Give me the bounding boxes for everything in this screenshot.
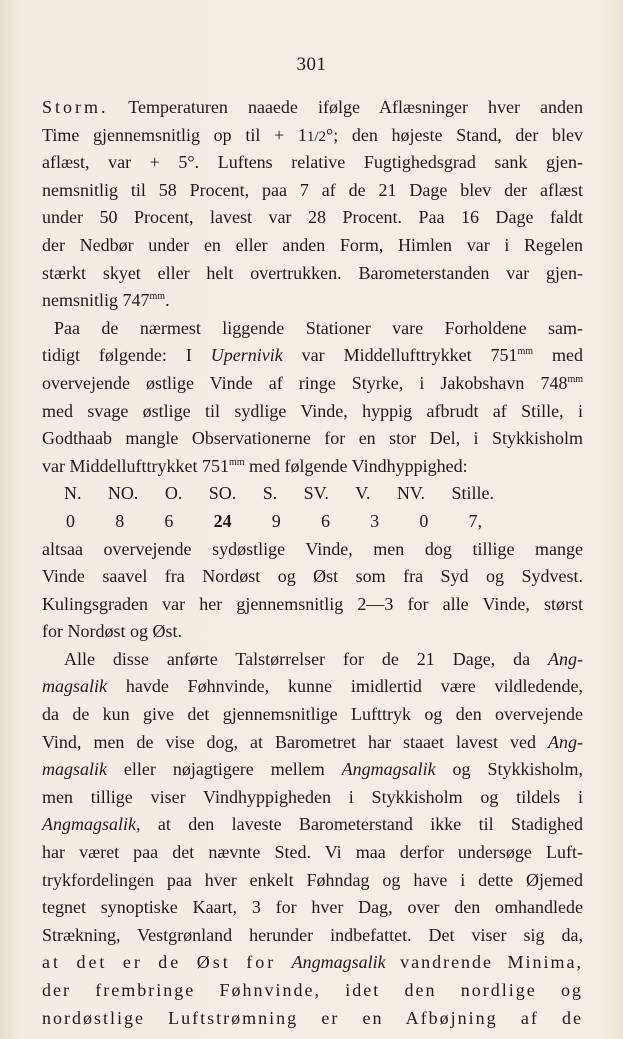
wind-count: 7,	[468, 510, 482, 531]
p4-line-3: da de kun give det gjennemsnitlige Lufttryk og den overvejende	[42, 704, 583, 725]
wind-dir: S.	[262, 483, 278, 504]
p1-line-7: stærkt skyet eller helt overtrukken. Barometerstanden var gjen-	[42, 262, 583, 283]
p2-line-5: Godthaab mangle Observationerne for en stor Del, i Stykkisholm	[42, 428, 583, 449]
p4-line-11: Strækning, Vestgrønland herunder indbefattet. Det viser sig da,	[42, 924, 583, 945]
p4-line-6: men tillige viser Vindhyppigheden i Stykkisholm og tildels i	[42, 786, 583, 807]
wind-count: 0	[66, 510, 75, 531]
p2-line-3: overvejende østlige Vinde af ringe Styrke, i Jakobshavn $748^{mm}$	[42, 372, 583, 393]
p4-line-1: Alle disse anførte Talstørrelser for de 21 Dage, da Ang-	[64, 648, 583, 669]
p1-line-4: nemsnitlig til 58 Procent, paa 7 af de 21 Dage blev der aflæst	[42, 179, 583, 200]
p1-line-2: Time gjennemsnitlig op til + 11/2°; den højeste Stand, der blev	[42, 124, 584, 145]
p4-line-13: der frembringe Føhnvinde, idet den nordlige og	[42, 980, 583, 1000]
p2-line-6: var Middellufttrykket $751^{mm}$ med følgende Vindhyppighed:	[42, 455, 468, 476]
p4-line-8: har været paa det nævnte Sted. Vi maa derfor undersøge Luft-	[42, 842, 583, 863]
wind-dir: Stille.	[451, 483, 494, 504]
wind-direction-row	[64, 480, 494, 508]
p1-line-3: aflæst, var + 5°. Luftens relative Fugtighedsgrad sank gjen-	[42, 152, 583, 173]
p2-line-1: Paa de nærmest liggende Stationer vare Forholdene sam-	[54, 317, 583, 338]
p1-line-8: nemsnitlig $747^{mm}$.	[42, 290, 170, 311]
p4-line-10: tegnet synoptiske Kaart, 3 for hver Dag, over den omhandlede	[42, 897, 583, 918]
wind-count: 6	[320, 510, 330, 531]
wind-dir: NO.	[107, 483, 139, 504]
wind-dir: V.	[355, 483, 371, 504]
wind-dir: SO.	[208, 483, 237, 504]
p4-line-14: nordøstlige Luftstrømning er en Afbøjning af de	[42, 1007, 583, 1028]
p4-line-4: Vind, men de vise dog, at Barometret har staaet lavest ved Ang-	[42, 731, 583, 752]
p3-line-4: for Nordøst og Øst.	[42, 621, 182, 642]
p1-line-1: Storm. Temperaturen naaede ifølge Aflæsninger hver anden	[42, 97, 583, 117]
p4-line-2: magsalik havde Føhnvinde, kunne imidlertid være vildledende,	[42, 676, 583, 697]
wind-count: 0	[419, 510, 429, 531]
wind-count: 6	[164, 510, 174, 531]
p4-line-5: magsalik eller nøjagtigere mellem Angmagsalik og Stykkisholm,	[42, 759, 583, 780]
p2-line-4: med svage østlige til sydlige Vinde, hyppig afbrudt af Stille, i	[42, 400, 583, 421]
p4-line-9: trykfordelingen paa hver enkelt Føhndag og have i dette Øjemed	[42, 869, 583, 890]
wind-count: 9	[271, 510, 281, 531]
p3-line-3: Kulingsgraden var her gjennemsnitlig 2—3 for alle Vinde, størst	[42, 593, 583, 614]
p4-line-12: at det er de Øst for Angmagsalik vandrende Minima,	[42, 952, 583, 973]
p4-line-7: Angmagsalik, at den laveste Barometerstand ikke til Stadighed	[42, 814, 583, 835]
wind-count-row	[66, 508, 482, 536]
p2-line-2: tidigt følgende: I Upernivik var Middellufttrykket $751^{mm}$ med	[42, 345, 583, 366]
p1-line-6: der Nedbør under en eller anden Form, Himlen var i Regelen	[42, 234, 583, 255]
wind-dir: NV.	[396, 483, 426, 504]
wind-count: 3	[370, 510, 380, 531]
place-upernivik: Upernivik	[210, 345, 283, 366]
wind-dir: O.	[164, 483, 183, 504]
p1-line-5: under 50 Procent, lavest var 28 Procent. Paa 16 Dage faldt	[42, 207, 583, 228]
page-number: 301	[296, 54, 327, 75]
wind-count: 24	[213, 510, 232, 531]
p3-line-2: Vinde saavel fra Nordøst og Øst som fra Syd og Sydvest.	[42, 566, 583, 587]
wind-dir: N.	[64, 483, 82, 504]
wind-dir: SV.	[303, 483, 329, 504]
lead-word: Storm.	[42, 97, 109, 117]
p3-line-1: altsaa overvejende sydøstlige Vinde, men dog tillige mange	[42, 538, 583, 559]
page-text	[42, 94, 583, 1032]
fraction: 1/2	[306, 128, 327, 145]
wind-count: 8	[115, 510, 125, 531]
